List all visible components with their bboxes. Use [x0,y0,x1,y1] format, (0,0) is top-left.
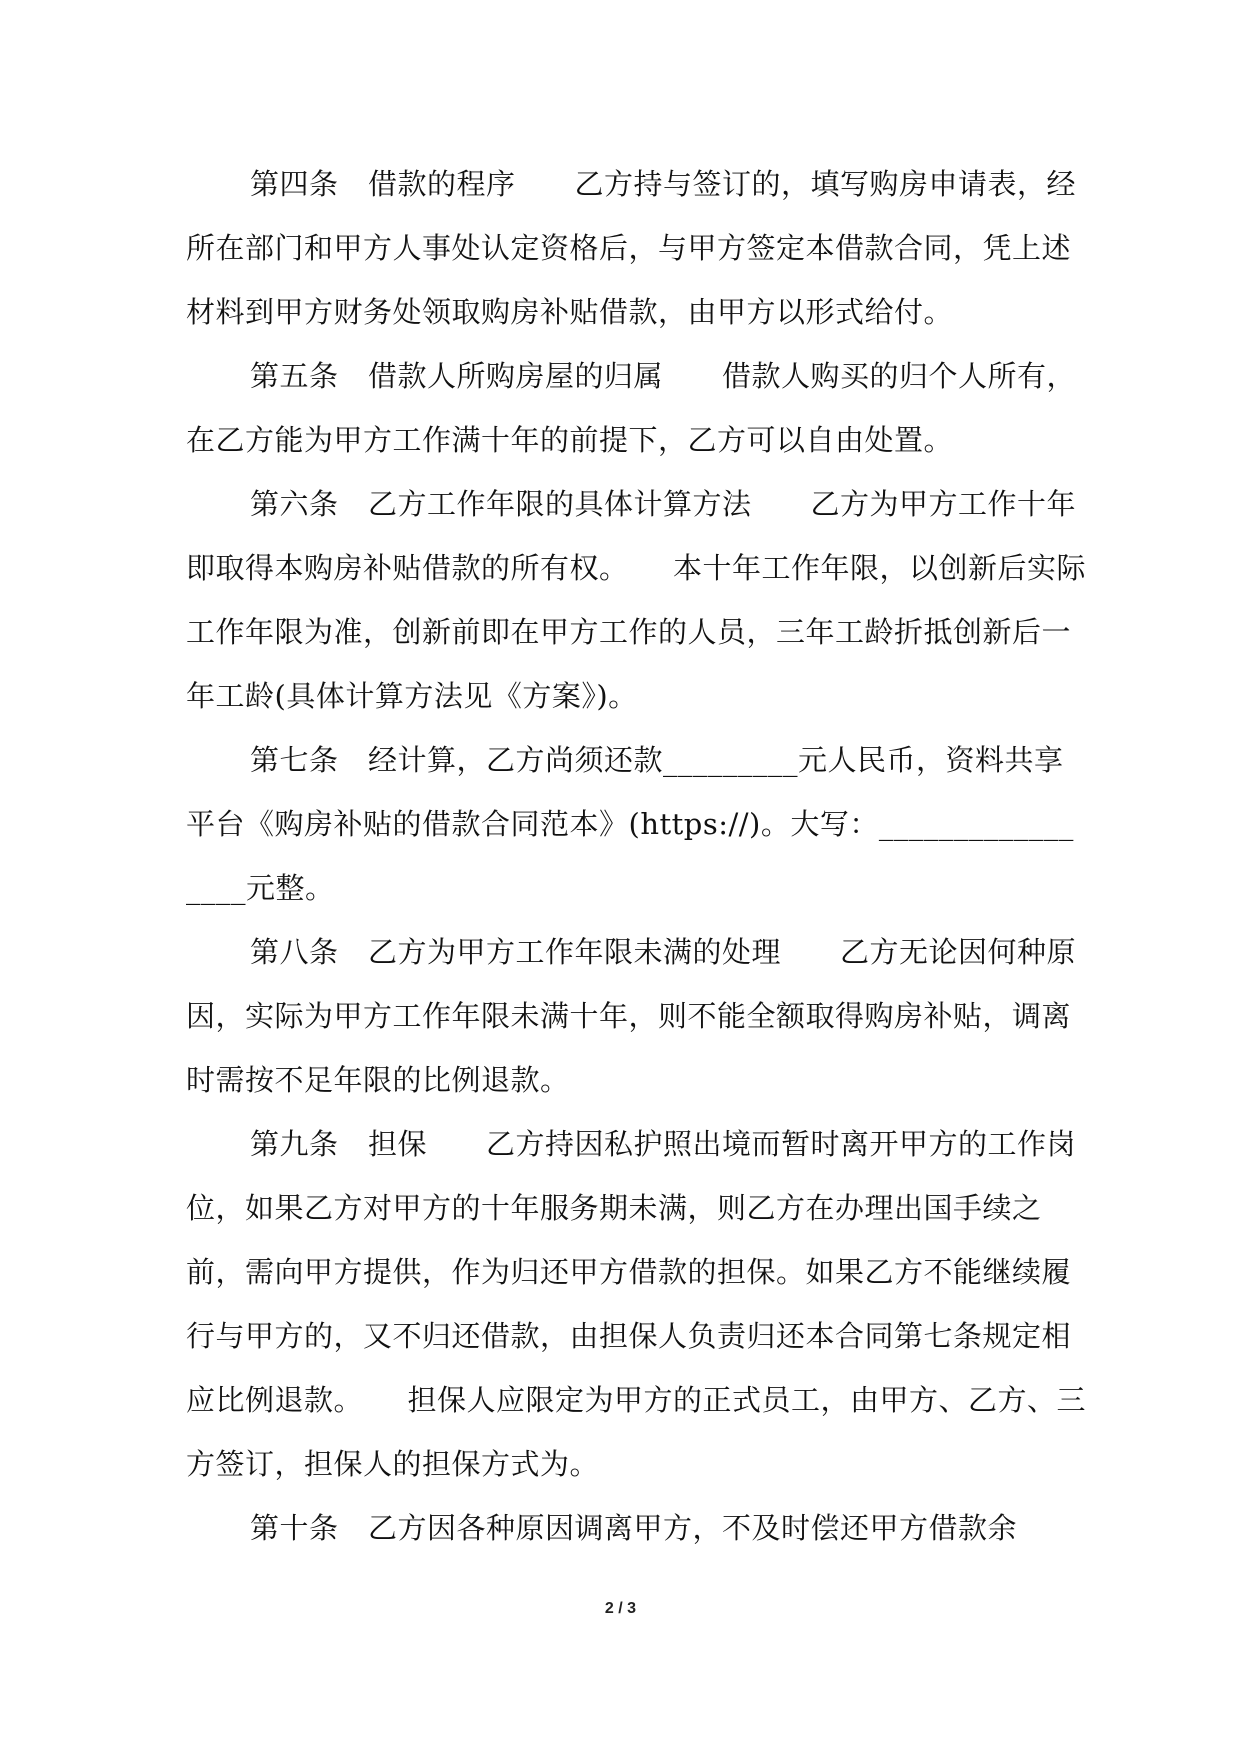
article-4-paragraph: 第四条 借款的程序 乙方持与签订的，填写购房申请表，经所在部门和甲方人事处认定资格后，与甲方签定本借款合同，凭上述材料到甲方财务处领取购房补贴借款，由甲方以形式给付。 [186,167,1077,329]
article-5-paragraph: 第五条 借款人所购房屋的归属 借款人购买的归个人所有，在乙方能为甲方工作满十年的前提下，乙方可以自由处置。 [186,359,1077,457]
page-number: 2 / 3 [604,1600,637,1617]
article-9-paragraph: 第九条 担保 乙方持因私护照出境而暂时离开甲方的工作岗位，如果乙方对甲方的十年服务期未满，则乙方在办理出国手续之前，需向甲方提供，作为归还甲方借款的担保。如果乙方不能继续履行与甲方的，又不归还借款，由担保人负责归还本合同第七条规定相应比例退款。 担保人应限定为甲方的正式员工，由甲方、乙方、三方签订，担保人的担保方式为。 [186,1127,1087,1481]
article-7-paragraph: 第七条 经计算，乙方尚须还款_________元人民币，资料共享平台《购房补贴的借款合同范本》(https://)。大写：_________________元整。 [186,743,1074,905]
article-6-paragraph: 第六条 乙方工作年限的具体计算方法 乙方为甲方工作十年即取得本购房补贴借款的所有权。 本十年工作年限，以创新后实际工作年限为准，创新前即在甲方工作的人员，三年工龄折抵创新后一年工龄(具体计算方法见《方案》)。 [186,487,1087,713]
article-8-paragraph: 第八条 乙方为甲方工作年限未满的处理 乙方无论因何种原因，实际为甲方工作年限未满十年，则不能全额取得购房补贴，调离时需按不足年限的比例退款。 [186,935,1077,1097]
article-10-paragraph: 第十条 乙方因各种原因调离甲方，不及时偿还甲方借款余 [250,1511,1018,1545]
document-body [186,152,1086,1560]
